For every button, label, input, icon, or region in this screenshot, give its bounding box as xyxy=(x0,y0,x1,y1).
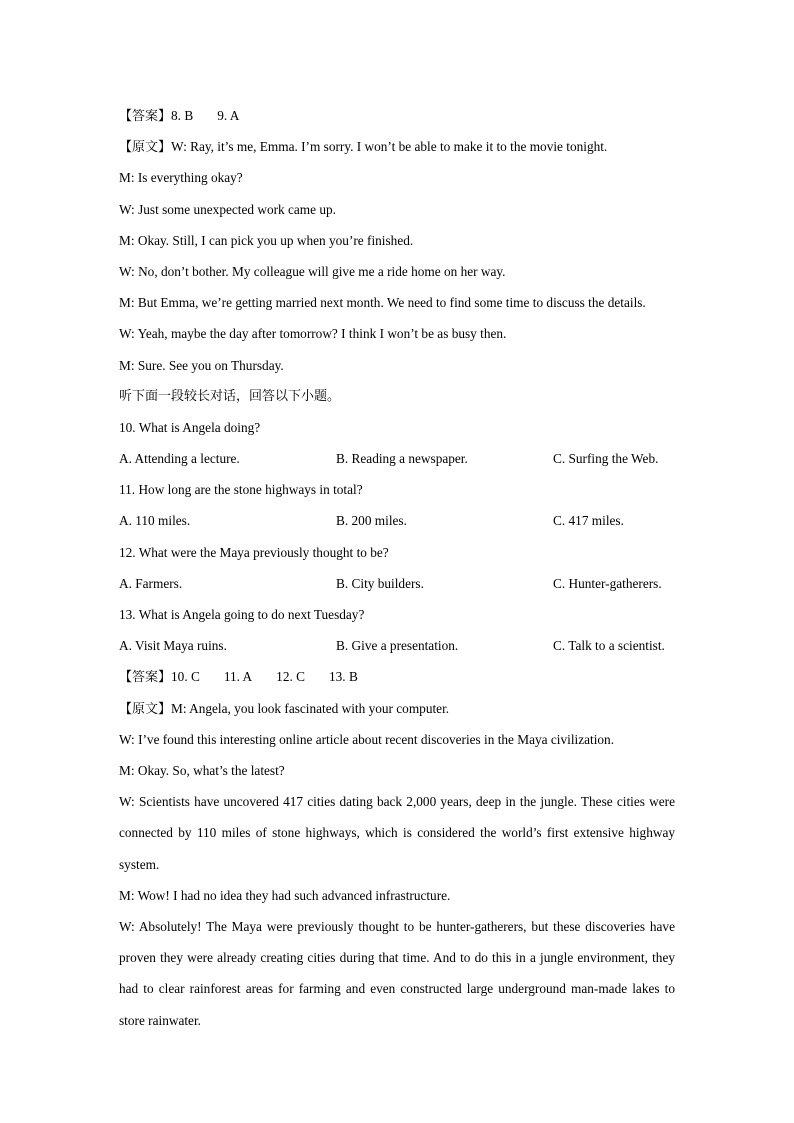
transcript-line xyxy=(119,693,675,724)
transcript-paragraph: W: Scientists have uncovered 417 cities dating back 2,000 years, deep in the jungle. These cities were connected by 110 miles of stone highways, which is considered the world’s first extensive highway system. xyxy=(119,794,675,872)
transcript-line: M: But Emma, we’re getting married next month. We need to find some time to discuss the details. xyxy=(119,295,646,311)
option-c: C. Surfing the Web. xyxy=(553,451,659,467)
transcript-tag: 【原文】 xyxy=(119,140,172,156)
answer-item: 13. B xyxy=(329,669,358,685)
question-options xyxy=(119,630,675,661)
answer-item: 8. B xyxy=(171,108,194,123)
transcript-line: M: Okay. So, what’s the latest? xyxy=(119,762,285,778)
transcript-line: W: No, don’t bother. My colleague will give me a ride home on her way. xyxy=(119,263,506,279)
question-text: 12. What were the Maya previously thought to be? xyxy=(119,544,389,560)
option-b: B. 200 miles. xyxy=(336,513,407,529)
option-b: B. Reading a newspaper. xyxy=(336,451,468,467)
transcript-line: M: Sure. See you on Thursday. xyxy=(119,357,284,373)
transcript-text: M: Angela, you look fascinated with your computer. xyxy=(171,700,450,716)
transcript-line xyxy=(119,131,675,162)
transcript-tag: 【原文】 xyxy=(119,701,172,717)
option-c: C. 417 miles. xyxy=(553,513,624,529)
option-a: A. Farmers. xyxy=(119,575,183,591)
section-instruction: 听下面一段较长对话，回答以下小题。 xyxy=(119,388,341,404)
answer-line-2 xyxy=(119,661,675,692)
option-b: B. Give a presentation. xyxy=(336,638,459,654)
question-text: 11. How long are the stone highways in total? xyxy=(119,482,363,498)
answer-item: 11. A xyxy=(223,669,253,685)
question-options xyxy=(119,443,675,474)
option-c: C. Talk to a scientist. xyxy=(553,638,665,654)
option-a: A. 110 miles. xyxy=(119,513,191,529)
answer-item: 9. A xyxy=(217,108,240,123)
answer-item: 10. C xyxy=(171,669,200,685)
option-c: C. Hunter-gatherers. xyxy=(553,575,662,591)
option-a: A. Visit Maya ruins. xyxy=(119,638,227,654)
transcript-text: W: Ray, it’s me, Emma. I’m sorry. I won’t be able to make it to the movie tonight. xyxy=(171,139,608,155)
transcript-line: M: Okay. Still, I can pick you up when you’re finished. xyxy=(119,232,414,248)
answer-line-1 xyxy=(119,100,675,131)
transcript-line: M: Is everything okay? xyxy=(119,170,243,186)
transcript-line: M: Wow! I had no idea they had such advanced infrastructure. xyxy=(119,887,451,903)
answer-item: 12. C xyxy=(276,669,305,685)
option-a: A. Attending a lecture. xyxy=(119,451,240,467)
transcript-line: W: I’ve found this interesting online article about recent discoveries in the Maya civilization. xyxy=(119,731,615,747)
question-text: 10. What is Angela doing? xyxy=(119,419,261,435)
question-text: 13. What is Angela going to do next Tuesday? xyxy=(119,607,365,622)
question-options xyxy=(119,568,675,599)
transcript-line: W: Yeah, maybe the day after tomorrow? I think I won’t be as busy then. xyxy=(119,326,507,342)
document-page xyxy=(119,100,675,1036)
option-b: B. City builders. xyxy=(336,575,424,591)
question-options xyxy=(119,505,675,536)
transcript-line: W: Just some unexpected work came up. xyxy=(119,201,336,217)
transcript-paragraph: W: Absolutely! The Maya were previously thought to be hunter-gatherers, but these discoveries have proven they were already creating cities during that time. And to do this in a jungle environment, they had to clear rainforest areas for farming and even constructed large underground man-made lakes to store rainwater. xyxy=(119,918,675,1028)
answer-tag: 【答案】 xyxy=(119,109,172,124)
answer-tag: 【答案】 xyxy=(119,670,172,686)
